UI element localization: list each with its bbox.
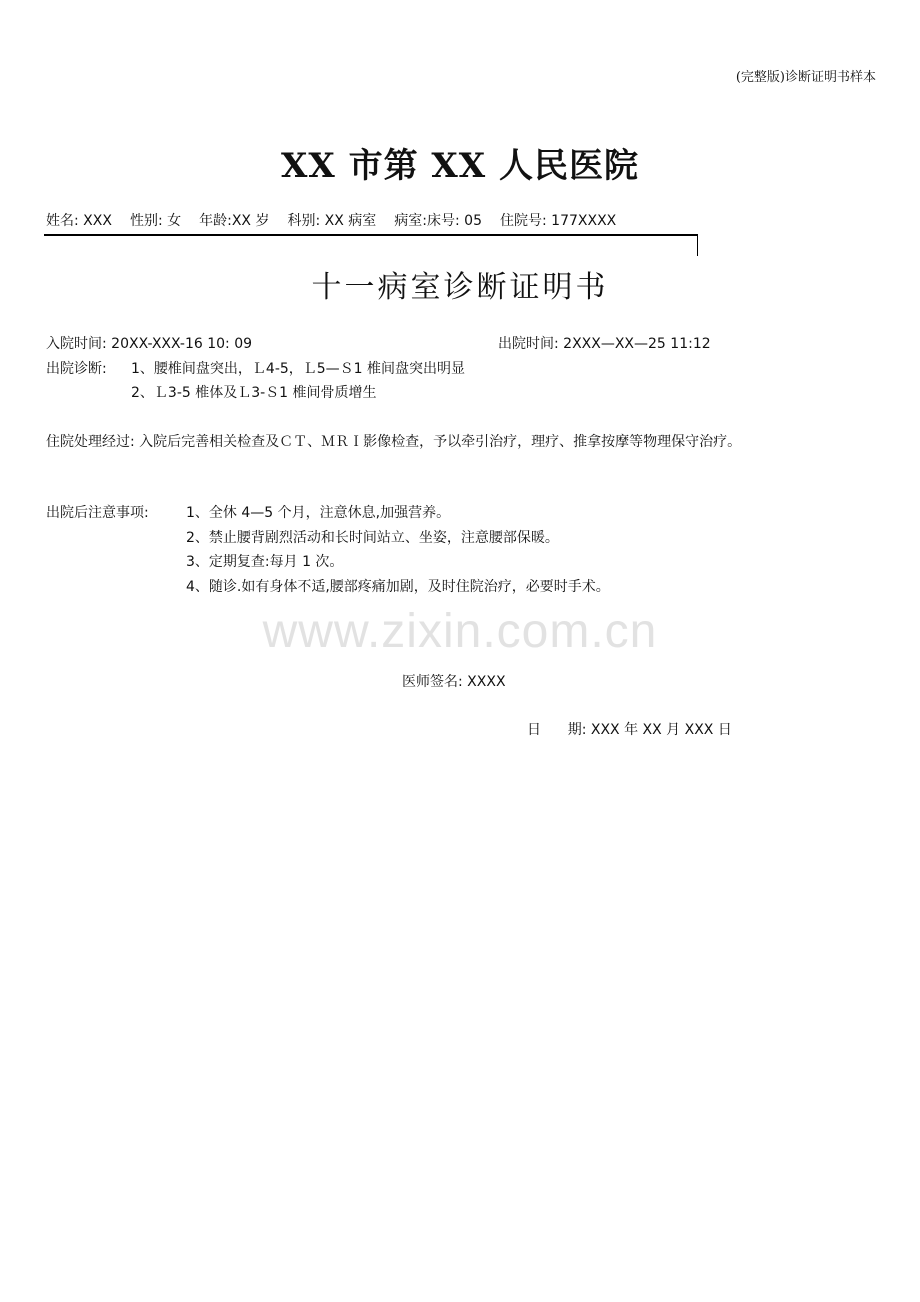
note-item: 1、全休 4—5 个月，注意休息,加强营养。 (186, 505, 451, 521)
discharge-time: 出院时间: 2XXX—XX—25 11:12 (498, 336, 711, 352)
watermark: www.zixin.com.cn (262, 605, 658, 658)
patient-admission-no: 住院号: 177XXXX (500, 213, 617, 229)
date-line: 日 期: XXX 年 XX 月 XXX 日 (527, 722, 732, 738)
patient-name: 姓名: XXX (46, 213, 112, 229)
header-divider (44, 234, 698, 236)
document-title: 十一病室诊断证明书 (311, 270, 609, 305)
patient-gender: 性别: 女 (129, 213, 182, 229)
patient-age: 年龄:XX 岁 (199, 213, 270, 229)
patient-room-bed: 病室:床号: 05 (394, 213, 482, 229)
header-note: (完整版)诊断证明书样本 (735, 70, 876, 85)
doctor-signature: 医师签名: XXXX (402, 674, 506, 690)
notes-label: 出院后注意事项: (46, 505, 149, 521)
admit-time: 入院时间: 20XX-XXX-16 10: 09 (46, 336, 253, 352)
header-divider-tick (697, 234, 698, 256)
diagnosis-item: 1、腰椎间盘突出，Ｌ4-5，Ｌ5—Ｓ1 椎间盘突出明显 (131, 361, 466, 377)
note-item: 3、定期复查:每月 1 次。 (186, 554, 344, 570)
diagnosis-item: 2、Ｌ3-5 椎体及Ｌ3-Ｓ1 椎间骨质增生 (131, 385, 377, 401)
patient-info-row (46, 210, 634, 230)
note-item: 2、禁止腰背剧烈活动和长时间站立、坐姿，注意腰部保暖。 (186, 530, 559, 546)
hospital-name: XX 市第 XX 人民医院 (280, 146, 640, 186)
diagnosis-label: 出院诊断: (46, 361, 107, 377)
patient-department: 科别: XX 病室 (287, 213, 377, 229)
treatment-text: 住院处理经过: 入院后完善相关检查及ＣＴ、ＭＲＩ影像检查，予以牵引治疗，理疗、推拿按摩等物理保守治疗。 (46, 434, 742, 450)
note-item: 4、随诊.如有身体不适,腰部疼痛加剧，及时住院治疗，必要时手术。 (186, 579, 610, 595)
